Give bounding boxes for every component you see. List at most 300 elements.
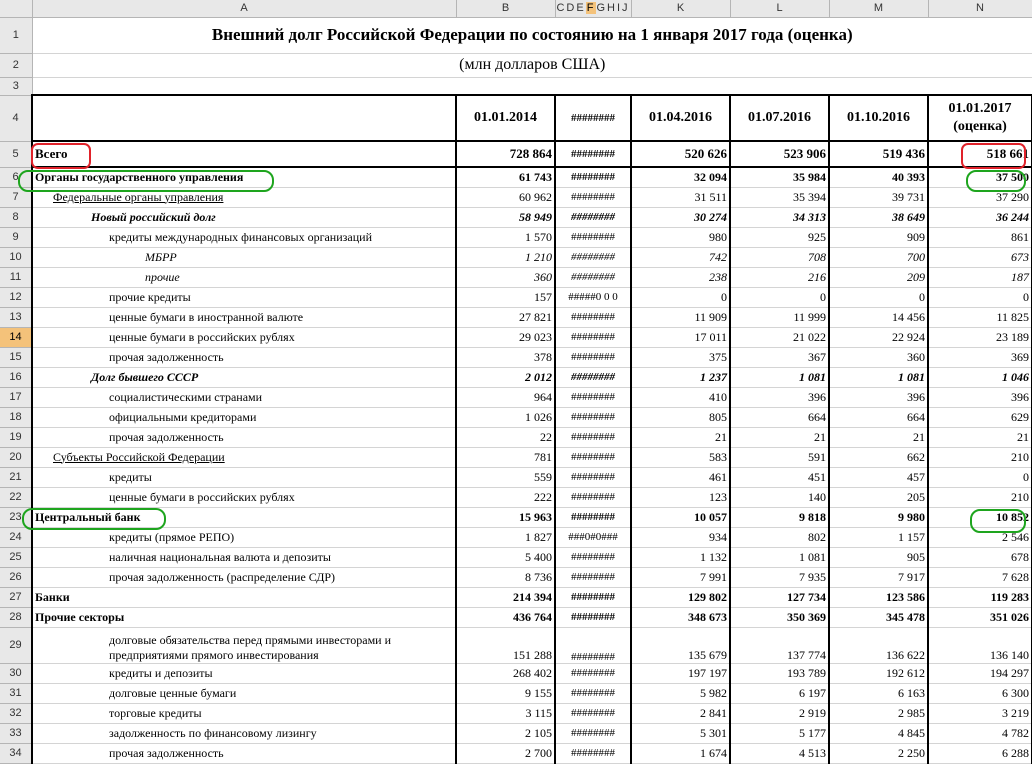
value-cell-hidden-cols[interactable]: ######## (555, 367, 631, 387)
value-cell-01-01-2017[interactable]: 3 219 (928, 703, 1032, 723)
value-cell-01-04-2016[interactable]: 135 679 (631, 627, 730, 663)
row-label[interactable]: кредиты и депозиты (32, 663, 456, 683)
row-header[interactable]: 34 (0, 743, 32, 763)
header-cell-l[interactable]: 01.07.2016 (730, 95, 829, 141)
value-cell-01-07-2016[interactable]: 137 774 (730, 627, 829, 663)
value-cell-01-10-2016[interactable]: 2 985 (829, 703, 928, 723)
value-cell-01-01-2017[interactable]: 396 (928, 387, 1032, 407)
value-cell-hidden-cols[interactable]: ######## (555, 683, 631, 703)
row-header[interactable]: 3 (0, 77, 32, 95)
table-row (0, 663, 1032, 683)
row-label[interactable]: кредиты (32, 467, 456, 487)
table-row (0, 447, 1032, 467)
value-cell-01-04-2016[interactable]: 583 (631, 447, 730, 467)
column-header-e[interactable]: E (576, 2, 586, 15)
header-n-date: 01.01.2017 (948, 101, 1012, 116)
row-label[interactable]: прочие кредиты (32, 287, 456, 307)
value-cell-01-10-2016[interactable]: 360 (829, 347, 928, 367)
row-label[interactable]: официальными кредиторами (32, 407, 456, 427)
value-cell-01-10-2016[interactable]: 909 (829, 227, 928, 247)
value-cell-01-04-2016[interactable]: 375 (631, 347, 730, 367)
row-label[interactable]: прочая задолженность (распределение СДР) (32, 567, 456, 587)
row-label[interactable]: кредиты (прямое РЕПО) (32, 527, 456, 547)
row-label[interactable]: Органы государственного управления (32, 167, 456, 187)
value-cell-hidden-cols[interactable]: ###0#0### (555, 527, 631, 547)
value-cell-01-01-2014[interactable]: 436 764 (456, 607, 555, 627)
value-cell-01-07-2016[interactable]: 1 081 (730, 367, 829, 387)
value-cell-hidden-cols[interactable]: ######## (555, 427, 631, 447)
row-label[interactable]: прочая задолженность (32, 347, 456, 367)
row-header[interactable]: 22 (0, 487, 32, 507)
row-header[interactable]: 8 (0, 207, 32, 227)
value-cell-01-01-2017[interactable]: 36 244 (928, 207, 1032, 227)
value-cell-01-01-2017[interactable]: 678 (928, 547, 1032, 567)
row-header[interactable]: 33 (0, 723, 32, 743)
value-cell-01-01-2014[interactable]: 2 105 (456, 723, 555, 743)
column-header-g[interactable]: G (596, 2, 608, 15)
row-label[interactable]: ценные бумаги в российских рублях (32, 327, 456, 347)
value-cell-01-01-2017[interactable]: 1 046 (928, 367, 1032, 387)
value-cell-01-10-2016[interactable]: 6 163 (829, 683, 928, 703)
value-cell-hidden-cols[interactable]: ######## (555, 307, 631, 327)
value-cell-01-07-2016[interactable]: 708 (730, 247, 829, 267)
value-cell-01-01-2017[interactable]: 10 852 (928, 507, 1032, 527)
row-label[interactable]: Субъекты Российской Федерации (32, 447, 456, 467)
column-header-d[interactable]: D (566, 2, 577, 15)
value-cell-01-10-2016[interactable]: 136 622 (829, 627, 928, 663)
value-cell-01-10-2016[interactable]: 519 436 (829, 141, 928, 167)
value-cell-01-01-2017[interactable]: 351 026 (928, 607, 1032, 627)
row-header[interactable]: 15 (0, 347, 32, 367)
value-cell-01-01-2014[interactable]: 5 400 (456, 547, 555, 567)
column-header-row (0, 0, 1032, 17)
value-cell-01-01-2017[interactable]: 194 297 (928, 663, 1032, 683)
table-row (0, 307, 1032, 327)
value-cell-01-04-2016[interactable]: 129 802 (631, 587, 730, 607)
table-row (0, 567, 1032, 587)
value-cell-01-01-2014[interactable]: 781 (456, 447, 555, 467)
column-header-m[interactable]: M (829, 0, 928, 17)
value-cell-hidden-cols[interactable]: ######## (555, 327, 631, 347)
row-header[interactable]: 21 (0, 467, 32, 487)
value-cell-01-01-2014[interactable]: 360 (456, 267, 555, 287)
sheet-subtitle[interactable]: (млн долларов США) (32, 53, 1032, 77)
row-header[interactable]: 12 (0, 287, 32, 307)
value-cell-01-01-2014[interactable]: 58 949 (456, 207, 555, 227)
column-header-b[interactable]: B (456, 0, 555, 17)
value-cell-01-07-2016[interactable]: 451 (730, 467, 829, 487)
row-label[interactable]: задолженность по финансовому лизингу (32, 723, 456, 743)
value-cell-01-01-2014[interactable]: 61 743 (456, 167, 555, 187)
value-cell-01-04-2016[interactable]: 1 674 (631, 743, 730, 763)
sheet-row (0, 53, 1032, 77)
row-label[interactable]: кредиты международных финансовых организаций (32, 227, 456, 247)
header-cell-label[interactable] (32, 95, 456, 141)
value-cell-01-07-2016[interactable]: 34 313 (730, 207, 829, 227)
row-label[interactable]: прочая задолженность (32, 743, 456, 763)
table-row (0, 723, 1032, 743)
value-cell-01-01-2014[interactable]: 22 (456, 427, 555, 447)
value-cell-hidden-cols[interactable]: ######## (555, 567, 631, 587)
value-cell-01-01-2017[interactable]: 11 825 (928, 307, 1032, 327)
highlight-government-value (966, 170, 1026, 192)
row-label[interactable]: наличная национальная валюта и депозиты (32, 547, 456, 567)
row-header[interactable]: 32 (0, 703, 32, 723)
table-row (0, 487, 1032, 507)
table-row (0, 387, 1032, 407)
value-cell-01-01-2017[interactable]: 2 546 (928, 527, 1032, 547)
header-cell-b[interactable]: 01.01.2014 (456, 95, 555, 141)
value-cell-01-01-2017[interactable]: 37 290 (928, 187, 1032, 207)
value-cell-01-01-2014[interactable]: 559 (456, 467, 555, 487)
value-cell-01-07-2016[interactable]: 9 818 (730, 507, 829, 527)
value-cell-01-04-2016[interactable]: 461 (631, 467, 730, 487)
value-cell-01-10-2016[interactable]: 21 (829, 427, 928, 447)
value-cell-01-10-2016[interactable]: 345 478 (829, 607, 928, 627)
row-header[interactable]: 11 (0, 267, 32, 287)
value-cell-01-07-2016[interactable]: 367 (730, 347, 829, 367)
value-cell-01-07-2016[interactable]: 21 022 (730, 327, 829, 347)
value-cell-hidden-cols[interactable]: ######## (555, 723, 631, 743)
row-label[interactable]: Новый российский долг (32, 207, 456, 227)
value-cell-01-10-2016[interactable]: 1 157 (829, 527, 928, 547)
value-cell-01-01-2014[interactable]: 8 736 (456, 567, 555, 587)
value-cell-01-01-2014[interactable]: 728 864 (456, 141, 555, 167)
row-header[interactable]: 30 (0, 663, 32, 683)
table-row (0, 683, 1032, 703)
highlight-central-bank-label (22, 508, 166, 530)
value-cell-01-01-2014[interactable]: 214 394 (456, 587, 555, 607)
column-header-k[interactable]: K (631, 0, 730, 17)
value-cell-01-01-2014[interactable]: 1 210 (456, 247, 555, 267)
row-label[interactable]: прочая задолженность (32, 427, 456, 447)
row-label[interactable]: торговые кредиты (32, 703, 456, 723)
value-cell-01-07-2016[interactable]: 140 (730, 487, 829, 507)
value-cell-hidden-cols[interactable]: ######## (555, 167, 631, 187)
empty-cell[interactable] (32, 77, 1032, 95)
value-cell-hidden-cols[interactable]: ######## (555, 627, 631, 663)
value-cell-01-07-2016[interactable]: 1 081 (730, 547, 829, 567)
row-label[interactable]: Прочие секторы (32, 607, 456, 627)
row-label[interactable]: Долг бывшего СССР (32, 367, 456, 387)
value-cell-hidden-cols[interactable]: ######## (555, 207, 631, 227)
value-cell-01-07-2016[interactable]: 664 (730, 407, 829, 427)
value-cell-01-04-2016[interactable]: 1 132 (631, 547, 730, 567)
table-row (0, 547, 1032, 567)
value-cell-01-07-2016[interactable]: 193 789 (730, 663, 829, 683)
column-header-c-j[interactable] (555, 0, 631, 17)
value-cell-01-10-2016[interactable]: 905 (829, 547, 928, 567)
value-cell-01-01-2017[interactable]: 119 283 (928, 587, 1032, 607)
value-cell-01-10-2016[interactable]: 0 (829, 287, 928, 307)
row-header[interactable]: 16 (0, 367, 32, 387)
row-header[interactable]: 13 (0, 307, 32, 327)
value-cell-01-01-2017[interactable]: 6 300 (928, 683, 1032, 703)
row-header[interactable]: 19 (0, 427, 32, 447)
value-cell-01-04-2016[interactable]: 17 011 (631, 327, 730, 347)
value-cell-01-01-2017[interactable]: 4 782 (928, 723, 1032, 743)
value-cell-01-01-2017[interactable]: 7 628 (928, 567, 1032, 587)
value-cell-01-10-2016[interactable]: 123 586 (829, 587, 928, 607)
highlight-total-value (961, 143, 1026, 169)
row-header[interactable]: 17 (0, 387, 32, 407)
value-cell-01-04-2016[interactable]: 0 (631, 287, 730, 307)
value-cell-hidden-cols[interactable]: #####0 0 0 (555, 287, 631, 307)
value-cell-01-07-2016[interactable]: 35 394 (730, 187, 829, 207)
highlight-total-label (31, 143, 91, 169)
value-cell-01-10-2016[interactable]: 192 612 (829, 663, 928, 683)
value-cell-01-01-2017[interactable]: 518 661 (928, 141, 1032, 167)
row-header[interactable]: 18 (0, 407, 32, 427)
value-cell-hidden-cols[interactable]: ######## (555, 467, 631, 487)
value-cell-01-01-2014[interactable]: 1 570 (456, 227, 555, 247)
value-cell-01-01-2017[interactable]: 37 500 (928, 167, 1032, 187)
value-cell-01-01-2014[interactable]: 15 963 (456, 507, 555, 527)
value-cell-01-01-2017[interactable]: 210 (928, 487, 1032, 507)
select-all-corner[interactable] (0, 0, 32, 17)
value-cell-hidden-cols[interactable]: ######## (555, 227, 631, 247)
table-row (0, 743, 1032, 763)
value-cell-01-04-2016[interactable]: 520 626 (631, 141, 730, 167)
value-cell-01-10-2016[interactable]: 7 917 (829, 567, 928, 587)
column-header-c[interactable]: C (556, 2, 567, 15)
value-cell-01-01-2017[interactable]: 673 (928, 247, 1032, 267)
value-cell-01-01-2014[interactable]: 378 (456, 347, 555, 367)
value-cell-01-04-2016[interactable]: 197 197 (631, 663, 730, 683)
value-cell-hidden-cols[interactable]: ######## (555, 743, 631, 763)
table-row (0, 347, 1032, 367)
header-cell-k[interactable]: 01.04.2016 (631, 95, 730, 141)
value-cell-01-10-2016[interactable]: 9 980 (829, 507, 928, 527)
row-label[interactable]: социалистическими странами (32, 387, 456, 407)
value-cell-01-04-2016[interactable]: 30 274 (631, 207, 730, 227)
value-cell-hidden-cols[interactable]: ######## (555, 347, 631, 367)
value-cell-01-01-2014[interactable]: 27 821 (456, 307, 555, 327)
value-cell-01-01-2014[interactable]: 9 155 (456, 683, 555, 703)
value-cell-01-01-2017[interactable]: 0 (928, 287, 1032, 307)
column-header-f[interactable]: F (586, 2, 596, 15)
value-cell-01-01-2014[interactable]: 2 700 (456, 743, 555, 763)
value-cell-01-01-2014[interactable]: 3 115 (456, 703, 555, 723)
row-header[interactable]: 1 (0, 17, 32, 53)
value-cell-01-01-2014[interactable]: 1 827 (456, 527, 555, 547)
row-header[interactable]: 31 (0, 683, 32, 703)
row-header[interactable]: 24 (0, 527, 32, 547)
value-cell-01-10-2016[interactable]: 662 (829, 447, 928, 467)
row-label[interactable]: долговые обязательства перед прямыми инвесторами и предприятиями прямого инвестирования (32, 627, 456, 663)
value-cell-01-01-2014[interactable]: 2 012 (456, 367, 555, 387)
row-label[interactable]: МБРР (32, 247, 456, 267)
value-cell-01-04-2016[interactable]: 31 511 (631, 187, 730, 207)
column-header-n[interactable]: N (928, 0, 1032, 17)
value-cell-01-10-2016[interactable]: 38 649 (829, 207, 928, 227)
value-cell-01-07-2016[interactable]: 5 177 (730, 723, 829, 743)
value-cell-01-01-2017[interactable]: 210 (928, 447, 1032, 467)
value-cell-01-04-2016[interactable]: 980 (631, 227, 730, 247)
value-cell-01-04-2016[interactable]: 21 (631, 427, 730, 447)
value-cell-01-07-2016[interactable]: 11 999 (730, 307, 829, 327)
value-cell-01-04-2016[interactable]: 410 (631, 387, 730, 407)
value-cell-01-07-2016[interactable]: 21 (730, 427, 829, 447)
column-header-i[interactable]: I (616, 2, 623, 15)
row-label[interactable]: Банки (32, 587, 456, 607)
value-cell-hidden-cols[interactable]: ######## (555, 187, 631, 207)
value-cell-01-04-2016[interactable]: 742 (631, 247, 730, 267)
value-cell-01-10-2016[interactable]: 2 250 (829, 743, 928, 763)
highlight-government-label (18, 170, 274, 192)
value-cell-01-10-2016[interactable]: 664 (829, 407, 928, 427)
value-cell-01-01-2014[interactable]: 29 023 (456, 327, 555, 347)
value-cell-01-07-2016[interactable]: 35 984 (730, 167, 829, 187)
value-cell-01-10-2016[interactable]: 39 731 (829, 187, 928, 207)
value-cell-hidden-cols[interactable]: ######## (555, 447, 631, 467)
sheet-row (0, 17, 1032, 53)
value-cell-hidden-cols[interactable]: ######## (555, 407, 631, 427)
value-cell-01-10-2016[interactable]: 205 (829, 487, 928, 507)
value-cell-01-07-2016[interactable]: 591 (730, 447, 829, 467)
value-cell-01-07-2016[interactable]: 7 935 (730, 567, 829, 587)
row-header[interactable]: 4 (0, 95, 32, 141)
row-header[interactable]: 2 (0, 53, 32, 77)
header-row (0, 95, 1032, 141)
value-cell-hidden-cols[interactable]: ######## (555, 587, 631, 607)
value-cell-01-04-2016[interactable]: 10 057 (631, 507, 730, 527)
row-header[interactable]: 5 (0, 141, 32, 167)
row-header[interactable]: 6 (0, 167, 32, 187)
table-row (0, 607, 1032, 627)
value-cell-01-10-2016[interactable]: 1 081 (829, 367, 928, 387)
column-header-l[interactable]: L (730, 0, 829, 17)
value-cell-01-04-2016[interactable]: 238 (631, 267, 730, 287)
column-header-j[interactable]: J (622, 2, 630, 15)
value-cell-01-01-2014[interactable]: 157 (456, 287, 555, 307)
value-cell-hidden-cols[interactable]: ######## (555, 267, 631, 287)
row-label[interactable]: Центральный банк (32, 507, 456, 527)
value-cell-01-04-2016[interactable]: 32 094 (631, 167, 730, 187)
table-row (0, 407, 1032, 427)
row-header[interactable]: 26 (0, 567, 32, 587)
value-cell-01-01-2017[interactable]: 6 288 (928, 743, 1032, 763)
header-cell-hidden-cols[interactable]: ######## (555, 95, 631, 141)
value-cell-01-10-2016[interactable]: 396 (829, 387, 928, 407)
value-cell-01-07-2016[interactable]: 4 513 (730, 743, 829, 763)
row-label[interactable]: прочие (32, 267, 456, 287)
value-cell-hidden-cols[interactable]: ######## (555, 507, 631, 527)
value-cell-01-07-2016[interactable]: 350 369 (730, 607, 829, 627)
value-cell-01-07-2016[interactable]: 6 197 (730, 683, 829, 703)
value-cell-01-01-2014[interactable]: 268 402 (456, 663, 555, 683)
value-cell-01-10-2016[interactable]: 40 393 (829, 167, 928, 187)
value-cell-01-10-2016[interactable]: 700 (829, 247, 928, 267)
value-cell-01-07-2016[interactable]: 2 919 (730, 703, 829, 723)
value-cell-01-01-2014[interactable]: 151 288 (456, 627, 555, 663)
value-cell-hidden-cols[interactable]: ######## (555, 663, 631, 683)
value-cell-01-01-2014[interactable]: 1 026 (456, 407, 555, 427)
row-header[interactable]: 29 (0, 627, 32, 663)
value-cell-01-07-2016[interactable]: 216 (730, 267, 829, 287)
value-cell-01-10-2016[interactable]: 4 845 (829, 723, 928, 743)
value-cell-01-01-2017[interactable]: 187 (928, 267, 1032, 287)
table-row (0, 287, 1032, 307)
table-row (0, 227, 1032, 247)
value-cell-01-01-2014[interactable]: 60 962 (456, 187, 555, 207)
value-cell-01-10-2016[interactable]: 457 (829, 467, 928, 487)
value-cell-01-04-2016[interactable]: 5 982 (631, 683, 730, 703)
value-cell-01-01-2014[interactable]: 222 (456, 487, 555, 507)
value-cell-01-01-2017[interactable]: 369 (928, 347, 1032, 367)
value-cell-01-04-2016[interactable]: 5 301 (631, 723, 730, 743)
value-cell-hidden-cols[interactable]: ######## (555, 141, 631, 167)
row-header[interactable]: 28 (0, 607, 32, 627)
value-cell-01-04-2016[interactable]: 1 237 (631, 367, 730, 387)
row-header[interactable]: 9 (0, 227, 32, 247)
value-cell-01-07-2016[interactable]: 127 734 (730, 587, 829, 607)
row-label[interactable]: Федеральные органы управления (32, 187, 456, 207)
value-cell-01-10-2016[interactable]: 14 456 (829, 307, 928, 327)
value-cell-hidden-cols[interactable]: ######## (555, 547, 631, 567)
sheet-title[interactable]: Внешний долг Российской Федерации по состоянию на 1 января 2017 года (оценка) (32, 17, 1032, 53)
row-label[interactable]: ценные бумаги в российских рублях (32, 487, 456, 507)
value-cell-01-10-2016[interactable]: 209 (829, 267, 928, 287)
value-cell-01-07-2016[interactable]: 0 (730, 287, 829, 307)
row-header[interactable]: 27 (0, 587, 32, 607)
column-header-a[interactable]: A (32, 0, 456, 17)
row-label[interactable]: долговые ценные бумаги (32, 683, 456, 703)
row-header[interactable]: 7 (0, 187, 32, 207)
value-cell-01-01-2017[interactable]: 0 (928, 467, 1032, 487)
value-cell-01-01-2017[interactable]: 23 189 (928, 327, 1032, 347)
value-cell-01-01-2017[interactable]: 21 (928, 427, 1032, 447)
table-row (0, 627, 1032, 663)
value-cell-01-01-2017[interactable]: 861 (928, 227, 1032, 247)
table-row (0, 587, 1032, 607)
value-cell-01-07-2016[interactable]: 396 (730, 387, 829, 407)
row-label[interactable]: Всего (32, 141, 456, 167)
table-row (0, 141, 1032, 167)
header-cell-n[interactable] (928, 95, 1032, 141)
value-cell-01-07-2016[interactable]: 925 (730, 227, 829, 247)
value-cell-hidden-cols[interactable]: ######## (555, 703, 631, 723)
header-n-note: (оценка) (953, 119, 1007, 134)
value-cell-hidden-cols[interactable]: ######## (555, 607, 631, 627)
value-cell-01-04-2016[interactable]: 805 (631, 407, 730, 427)
value-cell-01-01-2017[interactable]: 136 140 (928, 627, 1032, 663)
row-header[interactable]: 20 (0, 447, 32, 467)
value-cell-01-04-2016[interactable]: 7 991 (631, 567, 730, 587)
value-cell-01-07-2016[interactable]: 523 906 (730, 141, 829, 167)
value-cell-01-07-2016[interactable]: 802 (730, 527, 829, 547)
column-header-h[interactable]: H (607, 2, 617, 15)
value-cell-01-04-2016[interactable]: 348 673 (631, 607, 730, 627)
row-header[interactable]: 14 (0, 327, 32, 347)
value-cell-01-04-2016[interactable]: 11 909 (631, 307, 730, 327)
value-cell-01-04-2016[interactable]: 2 841 (631, 703, 730, 723)
value-cell-hidden-cols[interactable]: ######## (555, 387, 631, 407)
value-cell-hidden-cols[interactable]: ######## (555, 247, 631, 267)
value-cell-01-10-2016[interactable]: 22 924 (829, 327, 928, 347)
value-cell-01-04-2016[interactable]: 123 (631, 487, 730, 507)
value-cell-01-01-2014[interactable]: 964 (456, 387, 555, 407)
value-cell-01-04-2016[interactable]: 934 (631, 527, 730, 547)
header-cell-m[interactable]: 01.10.2016 (829, 95, 928, 141)
row-header[interactable]: 10 (0, 247, 32, 267)
value-cell-hidden-cols[interactable]: ######## (555, 487, 631, 507)
row-header[interactable]: 25 (0, 547, 32, 567)
value-cell-01-01-2017[interactable]: 629 (928, 407, 1032, 427)
table-row (0, 327, 1032, 347)
row-label[interactable]: ценные бумаги в иностранной валюте (32, 307, 456, 327)
row-header[interactable]: 23 (0, 507, 32, 527)
